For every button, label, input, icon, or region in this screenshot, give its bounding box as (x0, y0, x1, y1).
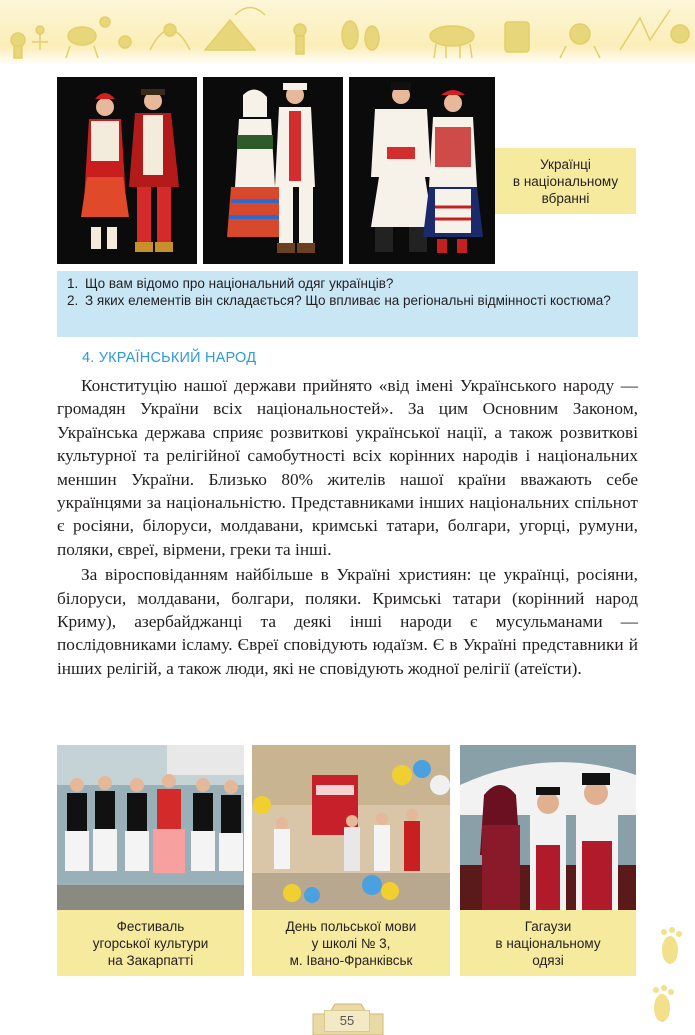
banner-ornament-icon (0, 0, 695, 66)
question-text: З яких елементів він складається? Що впливає на регіональні відмінності костюма? (85, 293, 611, 308)
caption-line: Українці (540, 156, 591, 172)
question-text: Що вам відомо про національний одяг українців? (85, 276, 394, 291)
question-item (67, 275, 628, 292)
paragraph: За віросповіданням найбільше в Україні християн: це українці, росіяни, білоруси, молдавани, болгари, поляки. Кримські татари (корінний народ Криму), азербайджанці та деякі інші народи є мусульманами — послідовниками ісламу. Євреї сповідують юдаїзм. Є в Україні представники й інших релігій, а також люди, які не сповідують жодної релігії (атеїсти). (57, 565, 638, 678)
caption-line: Фестиваль (116, 918, 185, 934)
caption-line: одязі (532, 952, 564, 968)
paragraph: Конституцію нашої держави прийнято «від імені Українського народу — громадян України всіх національностей». За цим Основним Законом, Українська держава сприяє розвиткові української нації, а також розвиткові культурної та релігійної самобутності всіх корінних народів і національних меншин України. Близько 80% жителів нашої країни вважають себе українцями за національністю. Представниками інших національних спільнот є росіяни, білоруси, молдавани, кримські татари, болгари, угорці, румуни, поляки, євреї, вірмени, греки та інші. (57, 376, 638, 559)
caption-polish-language-day (252, 910, 450, 976)
questions-box (57, 271, 638, 337)
caption-line: м. Івано-Франківськ (289, 952, 413, 968)
photo-costume-couple-1 (57, 77, 197, 264)
caption-line: вбранні (541, 190, 590, 206)
decorative-banner (0, 0, 695, 66)
caption-line: угорської культури (92, 935, 209, 951)
caption-hungarian-festival (57, 910, 244, 976)
photo-hungarian-festival (57, 745, 244, 910)
photo-costume-couple-3 (349, 77, 495, 264)
page-number: 55 (324, 1010, 370, 1032)
footprint-decoration-icon (640, 920, 695, 1035)
caption-line: Гагаузи (524, 918, 572, 934)
photo-costume-couple-2 (203, 77, 343, 264)
caption-line: на Закарпатті (107, 952, 194, 968)
caption-line: в національному (512, 173, 619, 189)
caption-line: у школі № 3, (311, 935, 391, 951)
photo-polish-language-day (252, 745, 450, 910)
caption-line: в національному (495, 935, 601, 951)
photo-gagauz-costume (460, 745, 636, 910)
caption-line: День польської мови (285, 918, 417, 934)
caption-gagauz-costume (460, 910, 636, 976)
question-number: 1. (67, 276, 79, 291)
question-number: 2. (67, 293, 79, 308)
question-item (67, 292, 628, 309)
section-title: 4. УКРАЇНСЬКИЙ НАРОД (82, 350, 257, 366)
caption-ukrainians-costume (495, 148, 636, 214)
body-text (57, 374, 638, 680)
